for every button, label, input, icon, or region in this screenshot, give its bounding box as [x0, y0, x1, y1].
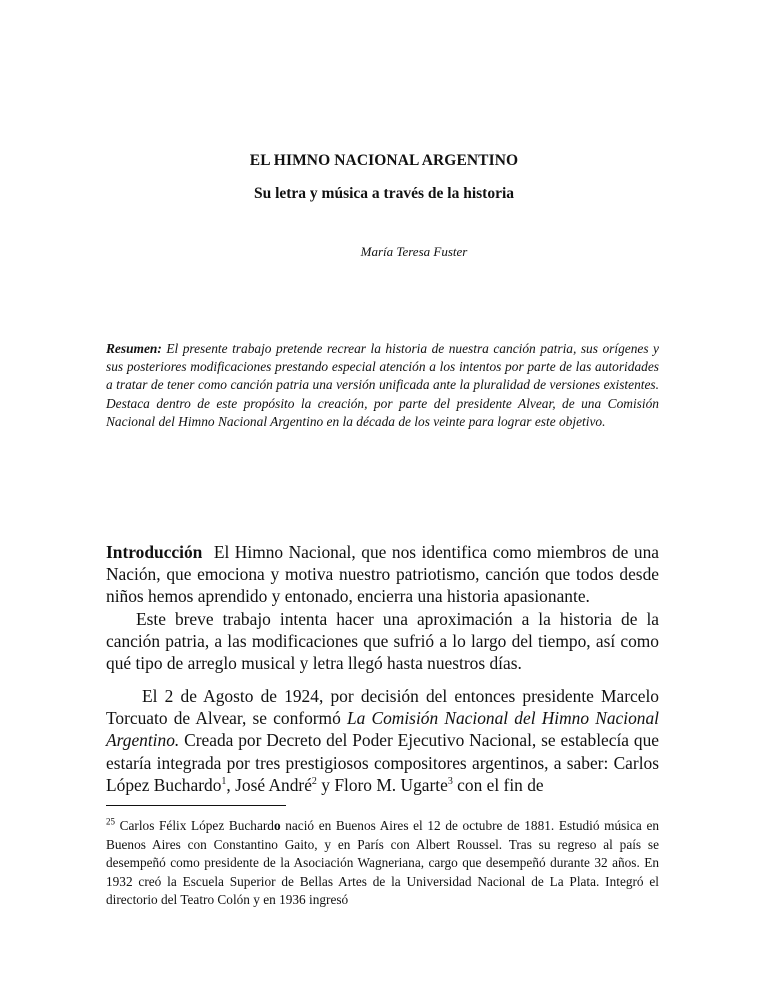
- author-name: María Teresa Fuster: [360, 244, 468, 259]
- intro-paragraph-1: [106, 541, 659, 608]
- footnote-ref-1: 1: [221, 776, 227, 788]
- para-text-4: y Floro M. Ugarte: [316, 774, 448, 795]
- footnote-name-a: Carlos Félix López Buchard: [119, 818, 274, 833]
- abstract: [106, 340, 659, 431]
- footnote-ref-2: 2: [311, 776, 317, 788]
- commission-name: La Comisión Nacional del Himno Nacional Argentino.: [106, 708, 659, 751]
- abstract-label: Resumen:: [106, 341, 162, 356]
- para-text-5: con el fin de: [452, 774, 544, 795]
- footnote-number: 25: [106, 816, 115, 827]
- abstract-text: El presente trabajo pretende recrear la historia de nuestra canción patria, sus orígenes y sus posteriores modificaciones prestando especial atención a los intentos por parte de las autoridades a tratar de tener como canción patria una versión unificada ante la pluralidad de versiones existentes. Destaca dentro de este propósito la creación, por parte del presidente Alvear, de una Comisión Nacional del Himno Nacional Argentino en la década de los veinte para lograr este objetivo.: [106, 341, 659, 429]
- footnote-text: nació en Buenos Aires el 12 de octubre de 1881. Estudió música en Buenos Aires con Constantino Gaito, y en París con Albert Roussel. Tras su regreso al país se desempeñó como presidente de la Asociación Wagneriana, cargo que desempeñó durante 32 años. En 1932 creó la Escuela Superior de Bellas Artes de la Universidad Nacional de La Plata. Integró el directorio del Teatro Colón y en 1936 ingresó: [106, 818, 659, 908]
- document-title: EL HIMNO NACIONAL ARGENTINO: [249, 152, 519, 169]
- body-paragraph: [106, 685, 659, 796]
- introduction-section: [106, 541, 659, 674]
- footnote: [106, 817, 659, 910]
- intro-paragraph-2: Este breve trabajo intenta hacer una aproximación a la historia de la canción patria, a las modificaciones que sufrió a lo largo del tiempo, así como qué tipo de arreglo musical y letra llegó hasta nuestros días.: [106, 608, 659, 674]
- intro-heading: Introducción: [106, 542, 203, 562]
- intro-text-1: El Himno Nacional, que nos identifica como miembros de una Nación, que emociona y motiva nuestro patriotismo, canción que todos desde niños hemos aprendido y entonado, encierra una historia apasionante.: [106, 542, 659, 607]
- para-text-1: El 2 de Agosto de 1924, por decisión del entonces presidente Marcelo Torcuato de Alvear, se conformó: [106, 686, 659, 729]
- footnote-divider: [106, 805, 286, 806]
- para-text-3: , José André: [226, 774, 312, 795]
- footnote-ref-3: 3: [447, 776, 453, 788]
- para-text-2: Creada por Decreto del Poder Ejecutivo Nacional, se establecía que estaría integrada por tres prestigiosos compositores argentinos, a saber: Carlos López Buchardo: [106, 730, 659, 795]
- document-subtitle: Su letra y música a través de la historia: [253, 185, 515, 202]
- footnote-name-b: o: [273, 818, 281, 833]
